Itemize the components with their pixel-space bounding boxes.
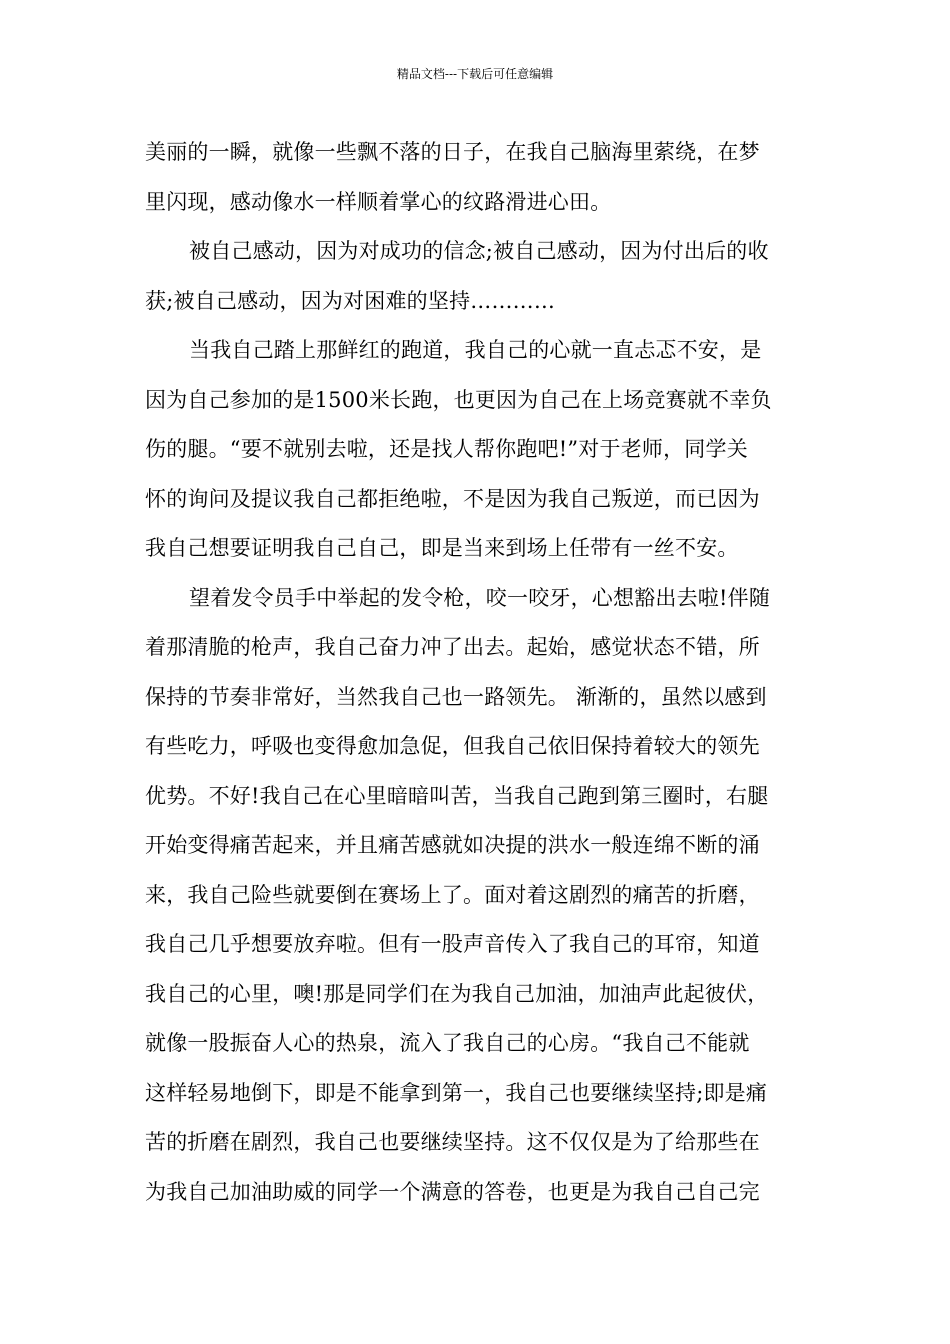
text-line: 怀的询问及提议我自己都拒绝啦，不是因为我自己叛逆，而已因为	[145, 486, 760, 511]
text-line: 获;被自己感动，因为对困难的坚持…………	[145, 288, 556, 313]
document-body	[145, 128, 810, 1217]
text-line: 伤的腿。“要不就别去啦，还是找人帮你跑吧!”对于老师，同学关	[145, 437, 748, 461]
text-line: 望着发令员手中举起的发令枪，咬一咬牙，心想豁出去啦!伴随	[189, 585, 771, 610]
text-line: 就像一股振奋人心的热泉，流入了我自己的心房。“我自己不能就	[145, 1031, 750, 1055]
text-line: 苦的折磨在剧烈，我自己也要继续坚持。这不仅仅是为了给那些在	[145, 1130, 760, 1154]
text-line: 为我自己加油助威的同学一个满意的答卷，也更是为我自己自己完	[145, 1179, 760, 1204]
text-line: 开始变得痛苦起来，并且痛苦感就如决提的洪水一般连绵不断的涌	[145, 833, 760, 857]
text-line: 我自己几乎想要放弃啦。但有一股声音传入了我自己的耳帘，知道	[145, 932, 760, 956]
text-line: 我自己的心里，噢!那是同学们在为我自己加油，加油声此起彼伏，	[145, 981, 769, 1006]
text-line: 着那清脆的枪声，我自己奋力冲了出去。起始，感觉状态不错，所	[145, 635, 760, 659]
text-line: 美丽的一瞬，就像一些飘不落的日子，在我自己脑海里萦绕，在梦	[145, 140, 760, 164]
text-line: 保持的节奏非常好，当然我自己也一路领先。 渐渐的，虽然以感到	[145, 684, 767, 709]
text-line: 优势。不好!我自己在心里暗暗叫苦，当我自己跑到第三圈时，右腿	[145, 783, 769, 808]
text-line: 有些吃力，呼吸也变得愈加急促，但我自己依旧保持着较大的领先	[145, 734, 760, 758]
page-header: 精品文档---下载后可任意编辑	[396, 67, 554, 81]
text-line: 来，我自己险些就要倒在赛场上了。面对着这剧烈的痛苦的折磨，	[145, 882, 760, 907]
text-line: 被自己感动，因为对成功的信念;被自己感动，因为付出后的收	[189, 239, 769, 263]
text-line: 这样轻易地倒下，即是不能拿到第一，我自己也要继续坚持;即是痛	[145, 1080, 768, 1105]
text-line: 当我自己踏上那鲜红的跑道，我自己的心就一直忐忑不安，是	[189, 338, 762, 362]
text-line: 里闪现，感动像水一样顺着掌心的纹路滑进心田。	[145, 189, 612, 214]
text-line: 因为自己参加的是1500米长跑，也更因为自己在上场竞赛就不幸负	[145, 387, 772, 412]
text-line: 我自己想要证明我自己自己，即是当来到场上任带有一丝不安。	[145, 536, 739, 560]
